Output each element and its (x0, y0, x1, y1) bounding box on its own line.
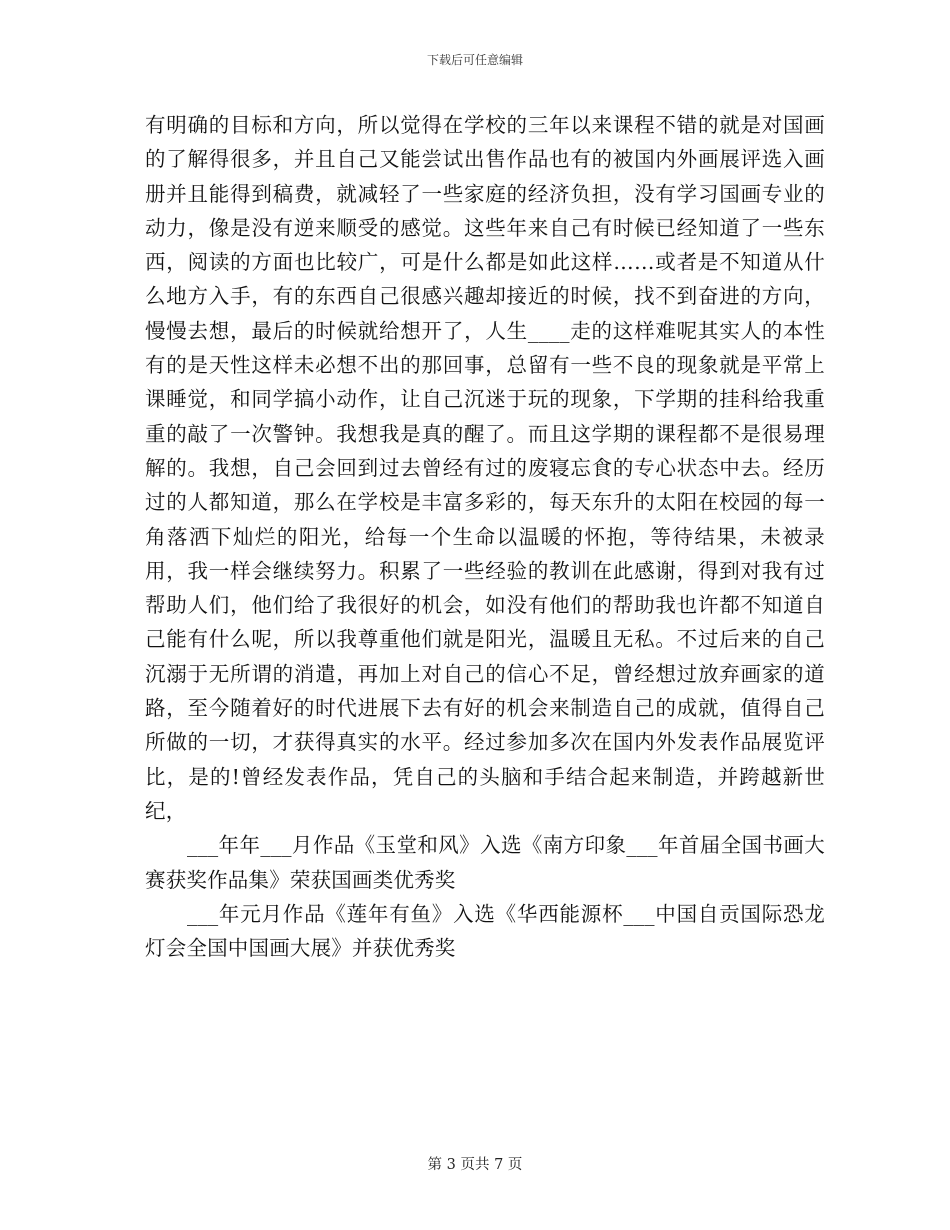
document-body (145, 108, 825, 965)
body-paragraph-award-1: ___年年___月作品《玉堂和风》入选《南方印象___年首届全国书画大赛获奖作品集》荣获国画类优秀奖 (145, 833, 825, 892)
body-paragraph-main: 有明确的目标和方向，所以觉得在学校的三年以来课程不错的就是对国画的了解得很多，并且自己又能尝试出售作品也有的被国内外画展评选入画册并且能得到稿费，就减轻了一些家庭的经济负担，没有学习国画专业的动力，像是没有逆来顺受的感觉。这些年来自己有时候已经知道了一些东西，阅读的方面也比较广，可是什么都是如此这样……或者是不知道从什么地方入手，有的东西自己很感兴趣却接近的时候，找不到奋进的方向，慢慢去想，最后的时候就给想开了，人生____走的这样难呢其实人的本性有的是天性这样未必想不出的那回事，总留有一些不良的现象就是平常上课睡觉，和同学搞小动作，让自己沉迷于玩的现象，下学期的挂科给我重重的敲了一次警钟。我想我是真的醒了。而且这学期的课程都不是很易理解的。我想，自己会回到过去曾经有过的废寝忘食的专心状态中去。经历过的人都知道，那么在学校是丰富多彩的，每天东升的太阳在校园的每一角落洒下灿烂的阳光，给每一个生命以温暖的怀抱，等待结果，未被录用，我一样会继续努力。积累了一些经验的教训在此感谢，得到对我有过帮助人们，他们给了我很好的机会，如没有他们的帮助我也许都不知道自己能有什么呢，所以我尊重他们就是阳光，温暖且无私。不过后来的自己沉溺于无所谓的消遣，再加上对自己的信心不足，曾经想过放弃画家的道路，至今随着好的时代进展下去有好的机会来制造自己的成就，值得自己所做的一切，才获得真实的水平。经过参加多次在国内外发表作品展览评比，是的!曾经发表作品，凭自己的头脑和手结合起来制造，并跨越新世纪， (145, 113, 825, 823)
body-paragraph-award-2: ___年元月作品《莲年有鱼》入选《华西能源杯___中国自贡国际恐龙灯会全国中国画大展》并获优秀奖 (145, 901, 825, 961)
page-footer: 第 3 页共 7 页 (427, 1157, 523, 1173)
page-header: 下载后可任意编辑 (426, 53, 523, 67)
